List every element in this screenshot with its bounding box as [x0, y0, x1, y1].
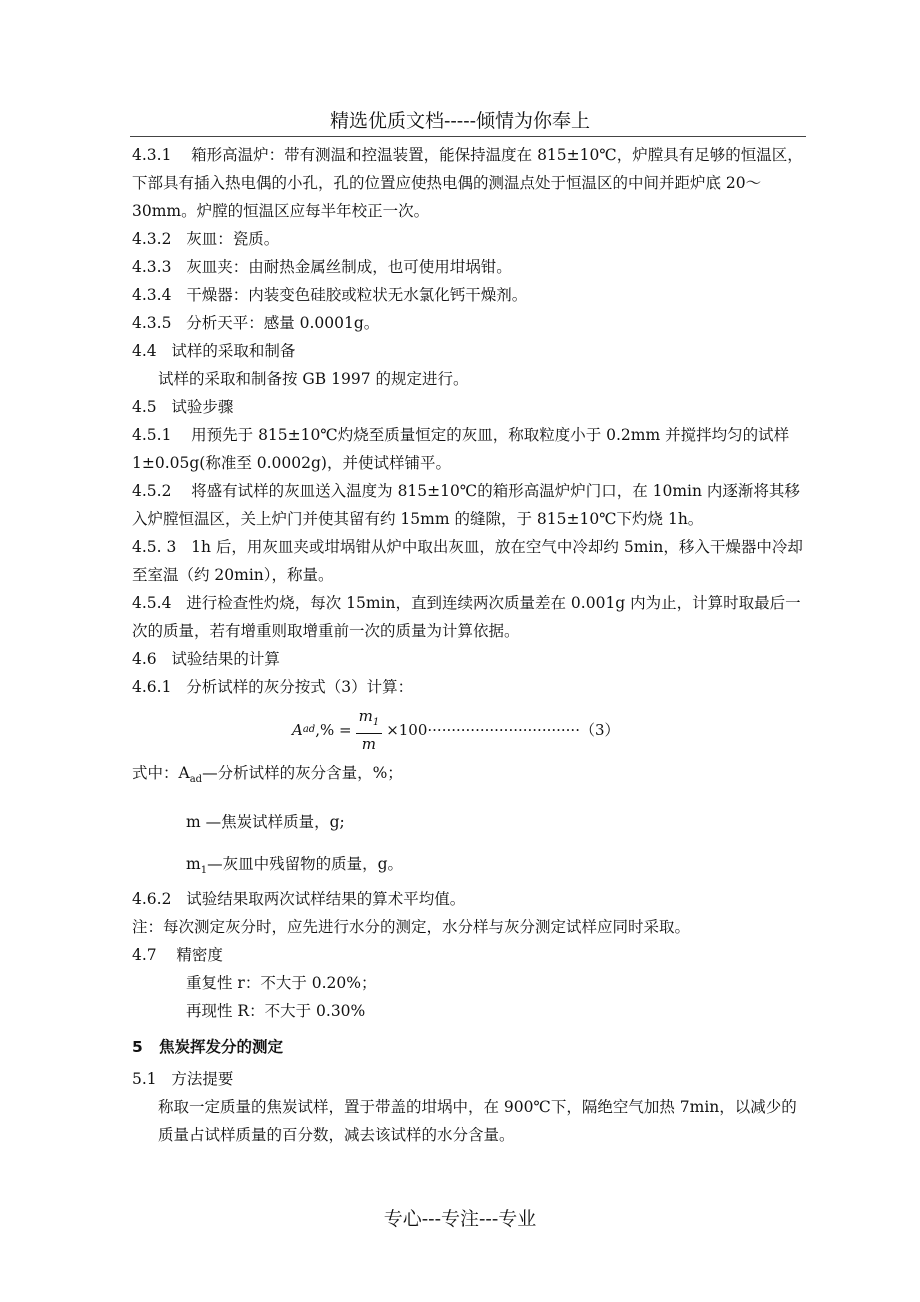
legend-m: m —焦炭试样质量，g;	[186, 813, 345, 832]
para-4-3-1: 4.3.1 箱形高温炉：带有测温和控温装置，能保持温度在 815±10℃，炉膛具有足够的恒温区，下部具有插入热电偶的小孔，孔的位置应使热电偶的测温点处于恒温区的中间并距炉底 20～30mm。炉膛的恒温区应每半年校正一次。	[132, 146, 803, 220]
repeatability: 重复性 r：不大于 0.20%；	[186, 974, 377, 993]
legend-intro-prefix: 式中：A	[132, 764, 190, 782]
heading-4-5: 4.5 试验步骤	[132, 398, 234, 416]
para-4-6-2: 4.6.2 试验结果取两次试样结果的算术平均值。	[132, 890, 466, 909]
legend-m1-sub: 1	[200, 865, 208, 877]
spacer	[132, 836, 812, 850]
page-header: 精选优质文档-----倾情为你奉上	[329, 110, 591, 132]
para-4-3-3: 4.3.3 灰皿夹：由耐热金属丝制成，也可使用坩埚钳。	[132, 258, 512, 276]
formula-times: ×100	[386, 721, 428, 739]
formula-lhs-symbol: A	[292, 721, 303, 739]
legend-intro-sub: ad	[189, 774, 203, 786]
document-body	[132, 141, 812, 1149]
page-footer: 专心---专注---专业	[383, 1208, 537, 1230]
legend-intro-text: —分析试样的灰分含量，%；	[202, 764, 403, 782]
heading-4-6: 4.6 试验结果的计算	[132, 650, 280, 668]
formula-lhs-rest: ,% =	[315, 721, 352, 739]
para-4-3-5: 4.3.5 分析天平：感量 0.0001g。	[132, 314, 380, 332]
para-4-4-body: 试样的采取和制备按 GB 1997 的规定进行。	[158, 370, 469, 388]
heading-5-1: 5.1 方法提要	[132, 1070, 234, 1089]
para-4-5-2: 4.5.2 将盛有试样的灰皿送入温度为 815±10℃的箱形高温炉炉门口，在 10min 内逐渐将其移入炉膛恒温区，关上炉门并使其留有约 15mm 的缝隙，于 815±10℃下灼烧 1h。	[132, 482, 800, 528]
formula-dots: ································	[427, 721, 580, 739]
para-4-6-1: 4.6.1 分析试样的灰分按式（3）计算：	[132, 678, 414, 696]
heading-4-7: 4.7 精密度	[132, 946, 223, 965]
spacer	[132, 794, 812, 808]
para-4-5-1: 4.5.1 用预先于 815±10℃灼烧至质量恒定的灰皿，称取粒度小于 0.2mm 并搅拌均匀的试样 1±0.05g(称准至 0.0002g)，并使试样铺平。	[132, 426, 795, 472]
note: 注：每次测定灰分时，应先进行水分的测定，水分样与灰分测定试样应同时采取。	[132, 918, 691, 937]
numerator-sub: 1	[372, 717, 380, 728]
reproducibility: 再现性 R：不大于 0.30%	[186, 1002, 366, 1021]
para-4-3-2: 4.3.2 灰皿：瓷质。	[132, 230, 280, 248]
legend-m1	[132, 850, 812, 885]
formula-eq-number: （3）	[579, 721, 620, 739]
formula-denominator: m	[361, 735, 376, 753]
numerator-symbol: m	[358, 707, 373, 725]
formula-fraction	[356, 706, 383, 754]
para-5-1-body: 称取一定质量的焦炭试样，置于带盖的坩埚中，在 900℃下，隔绝空气加热 7min，以减少的质量占试样质量的百分数，减去该试样的水分含量。	[158, 1098, 797, 1145]
para-4-5-4: 4.5.4 进行检查性灼烧，每次 15min，直到连续两次质量差在 0.001g 内为止，计算时取最后一次的质量，若有增重则取增重前一次的质量为计算依据。	[132, 594, 801, 640]
formula-numerator	[356, 706, 383, 734]
legend-m1-prefix: m	[186, 855, 201, 874]
heading-4-4: 4.4 试样的采取和制备	[132, 342, 296, 360]
formula-lhs-sub: ad	[302, 724, 316, 735]
legend-intro	[132, 759, 812, 794]
section-5-heading: 5 焦炭挥发分的测定	[132, 1038, 283, 1057]
para-4-3-4: 4.3.4 干燥器：内装变色硅胶或粒状无水氯化钙干燥剂。	[132, 286, 528, 304]
ash-formula	[132, 701, 812, 759]
legend-m1-text: —灰皿中残留物的质量，g。	[207, 855, 404, 874]
para-4-5-3: 4.5. 3 1h 后，用灰皿夹或坩埚钳从炉中取出灰皿，放在空气中冷却约 5min，移入干燥器中冷却至室温（约 20min），称量。	[132, 538, 803, 584]
header-rule	[130, 136, 806, 137]
